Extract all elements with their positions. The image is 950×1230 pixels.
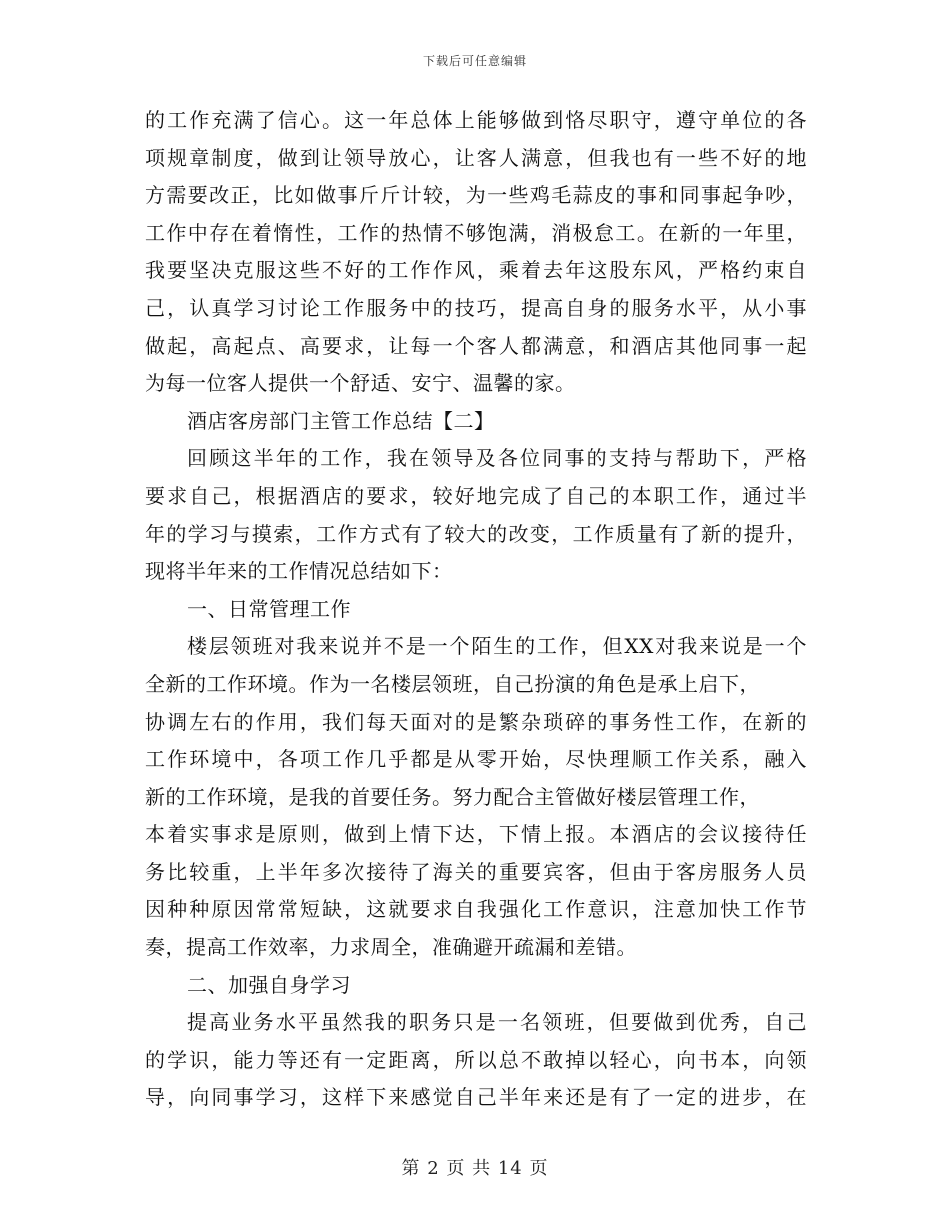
page-header: 下载后可任意编辑 <box>422 54 527 68</box>
text-line: 回顾这半年的工作，我在领导及各位同事的支持与帮助下，严格 <box>187 446 807 471</box>
text-line: 的学识，能力等还有一定距离，所以总不敢掉以轻心，向书本，向领 <box>145 1047 807 1072</box>
document-body <box>145 102 807 1117</box>
text-line: 现将半年来的工作情况总结如下： <box>145 559 453 584</box>
text-line: 二、加强自身学习 <box>187 972 351 997</box>
text-line: 因种种原因常常短缺，这就要求自我强化工作意识，注意加快工作节 <box>145 897 807 922</box>
text-line: 全新的工作环境。作为一名楼层领班，自己扮演的角色是承上启下， <box>145 671 760 696</box>
text-line: 工作环境中，各项工作几乎都是从零开始，尽快理顺工作关系，融入 <box>145 747 807 772</box>
text-line: 方需要改正，比如做事斤斤计较，为一些鸡毛蒜皮的事和同事起争吵， <box>145 183 807 208</box>
text-line: 协调左右的作用，我们每天面对的是繁杂琐碎的事务性工作，在新的 <box>145 709 807 734</box>
text-line: 己，认真学习讨论工作服务中的技巧，提高自身的服务水平，从小事 <box>145 295 807 320</box>
text-line: 导，向同事学习，这样下来感觉自己半年来还是有了一定的进步，在 <box>145 1085 807 1110</box>
page-footer: 第 2 页 共 14 页 <box>401 1158 549 1179</box>
text-line: 本着实事求是原则，做到上情下达，下情上报。本酒店的会议接待任 <box>145 822 807 847</box>
text-line: 酒店客房部门主管工作总结【二】 <box>187 408 495 433</box>
text-line: 要求自己，根据酒店的要求，较好地完成了自己的本职工作，通过半 <box>145 483 807 508</box>
text-line: 为每一位客人提供一个舒适、安宁、温馨的家。 <box>145 371 576 396</box>
text-line: 务比较重，上半年多次接待了海关的重要宾客，但由于客房服务人员 <box>145 859 807 884</box>
text-line: 的工作充满了信心。这一年总体上能够做到恪尽职守，遵守单位的各 <box>145 108 807 132</box>
text-line: 提高业务水平虽然我的职务只是一名领班，但要做到优秀，自己 <box>187 1010 807 1035</box>
text-line: 工作中存在着惰性，工作的热情不够饱满，消极怠工。在新的一年里， <box>145 220 807 245</box>
text-line: 做起，高起点、高要求，让每一个客人都满意，和酒店其他同事一起 <box>145 333 807 358</box>
text-line: 项规章制度，做到让领导放心，让客人满意，但我也有一些不好的地 <box>145 145 807 170</box>
text-line: 奏，提高工作效率，力求周全，准确避开疏漏和差错。 <box>145 935 637 960</box>
text-line: 楼层领班对我来说并不是一个陌生的工作，但XX对我来说是一个 <box>187 634 807 659</box>
text-line: 年的学习与摸索，工作方式有了较大的改变，工作质量有了新的提升， <box>145 521 807 546</box>
text-line: 我要坚决克服这些不好的工作作风，乘着去年这股东风，严格约束自 <box>145 258 807 283</box>
text-line: 一、日常管理工作 <box>187 596 351 621</box>
text-line: 新的工作环境，是我的首要任务。努力配合主管做好楼层管理工作， <box>145 784 760 809</box>
